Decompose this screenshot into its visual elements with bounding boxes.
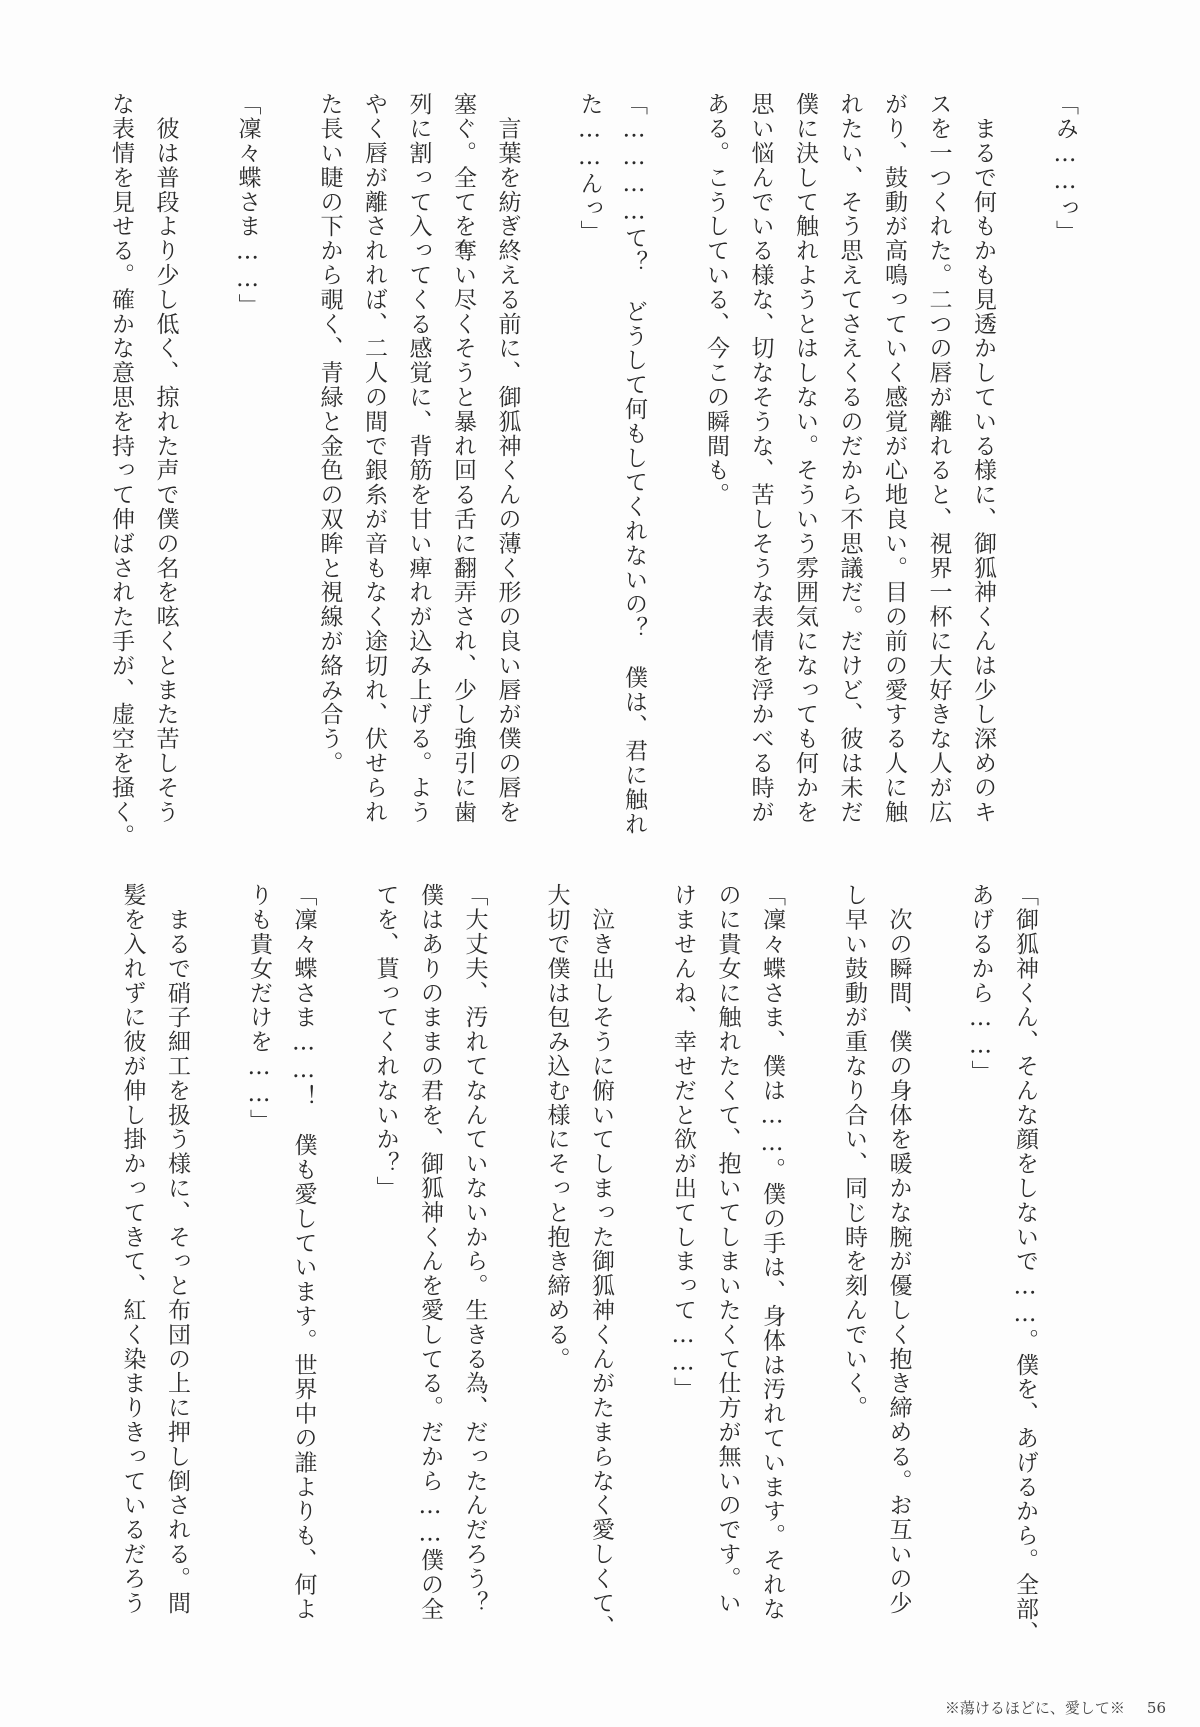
text-column: りも貴女だけを……」 <box>246 883 272 1133</box>
page-number: 56 <box>1146 1698 1166 1717</box>
text-column: スを一つくれた。二つの唇が離れると、視界一杯に大好きな人が広 <box>925 92 952 824</box>
text-column: ある。こうしている、今この瞬間も。 <box>703 92 729 507</box>
text-column: な表情を見せる。確かな意思を持って伸ばされた手が、虚空を掻く。 <box>108 92 134 849</box>
text-column: けませんね、幸せだと欲が出てしまって……」 <box>670 883 696 1402</box>
running-title: ※蕩けるほどに、愛して※ <box>944 1699 1125 1717</box>
text-column: 言葉を紡ぎ終える前に、御狐神くんの薄く形の良い唇が僕の唇を <box>494 92 521 825</box>
text-column: やく唇が離されれば、二人の間で銀糸が音もなく途切れ、伏せられ <box>361 92 387 824</box>
text-column: まるで何もかも見透かしている様に、御狐神くんは少し深めのキ <box>970 92 996 824</box>
text-column: 僕はありのままの君を、御狐神くんを愛してる。だから……僕の全 <box>417 883 443 1621</box>
text-column: 次の瞬間、僕の身体を暖かな腕が優しく抱き締める。お互いの少 <box>885 883 912 1615</box>
text-column: あげるから……」 <box>967 883 994 1085</box>
text-column: まるで硝子細工を扱う様に、そっと布団の上に押し倒される。間 <box>164 883 190 1615</box>
text-column: 「凜々蝶さま、僕は……。僕の手は、身体は汚れています。それな <box>759 883 785 1621</box>
text-column: 塞ぐ。全てを奪い尽くそうと暴れ回る舌に翻弄され、少し強引に歯 <box>450 92 476 824</box>
text-column: のに貴女に触れたくて、抱いてしまいたくて仕方が無いのです。い <box>714 883 741 1615</box>
text-column: し早い鼓動が重なり合い、同じ時を刻んでいく。 <box>841 883 867 1420</box>
text-column: 「御狐神くん、そんな顔をしないで……。僕を、あげるから。全部、 <box>1012 883 1038 1646</box>
text-column: 髪を入れずに彼が伸し掛かってきて、紅く染まりきっているだろう <box>119 883 146 1615</box>
text-column: 思い悩んでいる様な、切なそうな、苦しそうな表情を浮かべる時が <box>747 92 774 824</box>
text-block-top <box>0 92 1200 849</box>
text-column: てを、貰ってくれないか？」 <box>372 883 399 1201</box>
text-column: 僕に決して触れようとはしない。そういう雰囲気になっても何かを <box>792 92 818 824</box>
text-column: 「凜々蝶さま……！ 僕も愛しています。世界中の誰よりも、何よ <box>290 883 317 1621</box>
text-column: れたい、そう思えてさえくるのだから不思議だ。だけど、彼は未だ <box>836 92 863 824</box>
text-column: がり、鼓動が高鳴っていく感覚が心地良い。目の前の愛する人に触 <box>881 92 907 824</box>
text-column: 大切で僕は包み込む様にそっと抱き締める。 <box>543 883 570 1371</box>
text-column: 彼は普段より少し低く、掠れた声で僕の名を呟くとまた苦しそう <box>152 92 179 824</box>
text-column: 「み……っ」 <box>1052 92 1078 245</box>
text-column: た……んっ」 <box>576 92 603 245</box>
text-block-bottom <box>0 883 1200 1646</box>
text-column: 「凜々蝶さま……」 <box>234 92 261 318</box>
text-column: 泣き出しそうに俯いてしまった御狐神くんがたまらなく愛しくて、 <box>588 883 614 1640</box>
text-column: た長い睫の下から覗く、青緑と金色の双眸と視線が絡み合う。 <box>316 92 343 776</box>
text-column: 「…………て？ どうして何もしてくれないの？ 僕は、君に触れ <box>621 92 647 836</box>
text-column: 「大丈夫、汚れてなんていないから。生きる為、だったんだろう？ <box>461 883 488 1615</box>
page-footer <box>945 1697 1166 1718</box>
text-column: 列に割って入ってくる感覚に、背筋を甘い痺れが込み上げる。よう <box>405 92 432 824</box>
